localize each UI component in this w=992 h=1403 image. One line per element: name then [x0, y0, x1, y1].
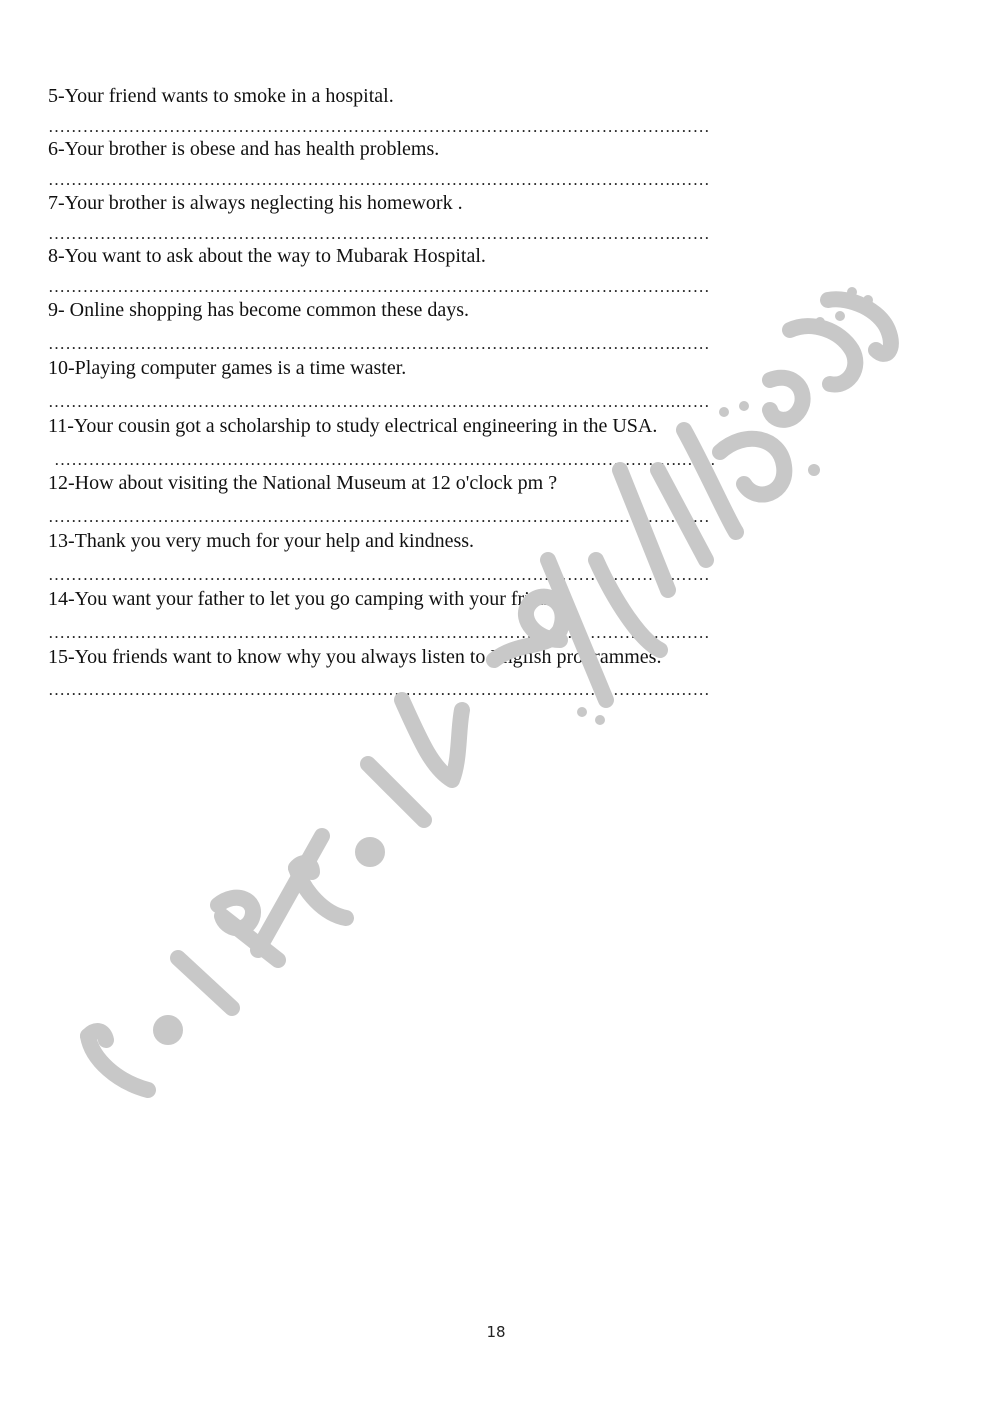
page-number: 18: [486, 1323, 506, 1341]
question-13: 13-Thank you very much for your help and kindness.: [48, 530, 475, 552]
question-9: 9- Online shopping has become common these days.: [48, 299, 470, 321]
question-10: 10-Playing computer games is a time waster.: [48, 357, 407, 379]
question-15: 15-You friends want to know why you always listen to English programmes.: [48, 646, 662, 668]
answer-line-10: ……………………………………………………………………………………………….……: [48, 392, 710, 411]
question-14: 14-You want your father to let you go camping with your friends.: [48, 588, 572, 610]
answer-line-9: ……………………………………………………………………………………………….……: [48, 334, 710, 353]
question-8: 8-You want to ask about the way to Mubarak Hospital.: [48, 245, 486, 267]
answer-line-13: ……………………………………………………………………………………………….……: [48, 565, 710, 584]
question-12: 12-How about visiting the National Museum at 12 o'clock pm ?: [48, 472, 558, 494]
answer-line-5: ……………………………………………………………………………………………….……: [48, 117, 710, 136]
answer-line-7: ……………………………………………………………………………………………….……: [48, 224, 710, 243]
answer-line-12: ……………………………………………………………………………………………….……: [48, 507, 710, 526]
answer-line-15: ……………………………………………………………………………………………….……: [48, 680, 710, 699]
question-6: 6-Your brother is obese and has health problems.: [48, 138, 440, 160]
answer-line-14: ……………………………………………………………………………………………….……: [48, 623, 710, 642]
answer-line-11: ……………………………………………………………………………………………….……: [54, 450, 716, 469]
answer-line-8: ……………………………………………………………………………………………….……: [48, 277, 710, 296]
question-5: 5-Your friend wants to smoke in a hospital.: [48, 85, 394, 107]
question-11: 11-Your cousin got a scholarship to study electrical engineering in the USA.: [48, 415, 658, 437]
answer-line-6: ……………………………………………………………………………………………….……: [48, 170, 710, 189]
question-7: 7-Your brother is always neglecting his homework .: [48, 192, 463, 214]
